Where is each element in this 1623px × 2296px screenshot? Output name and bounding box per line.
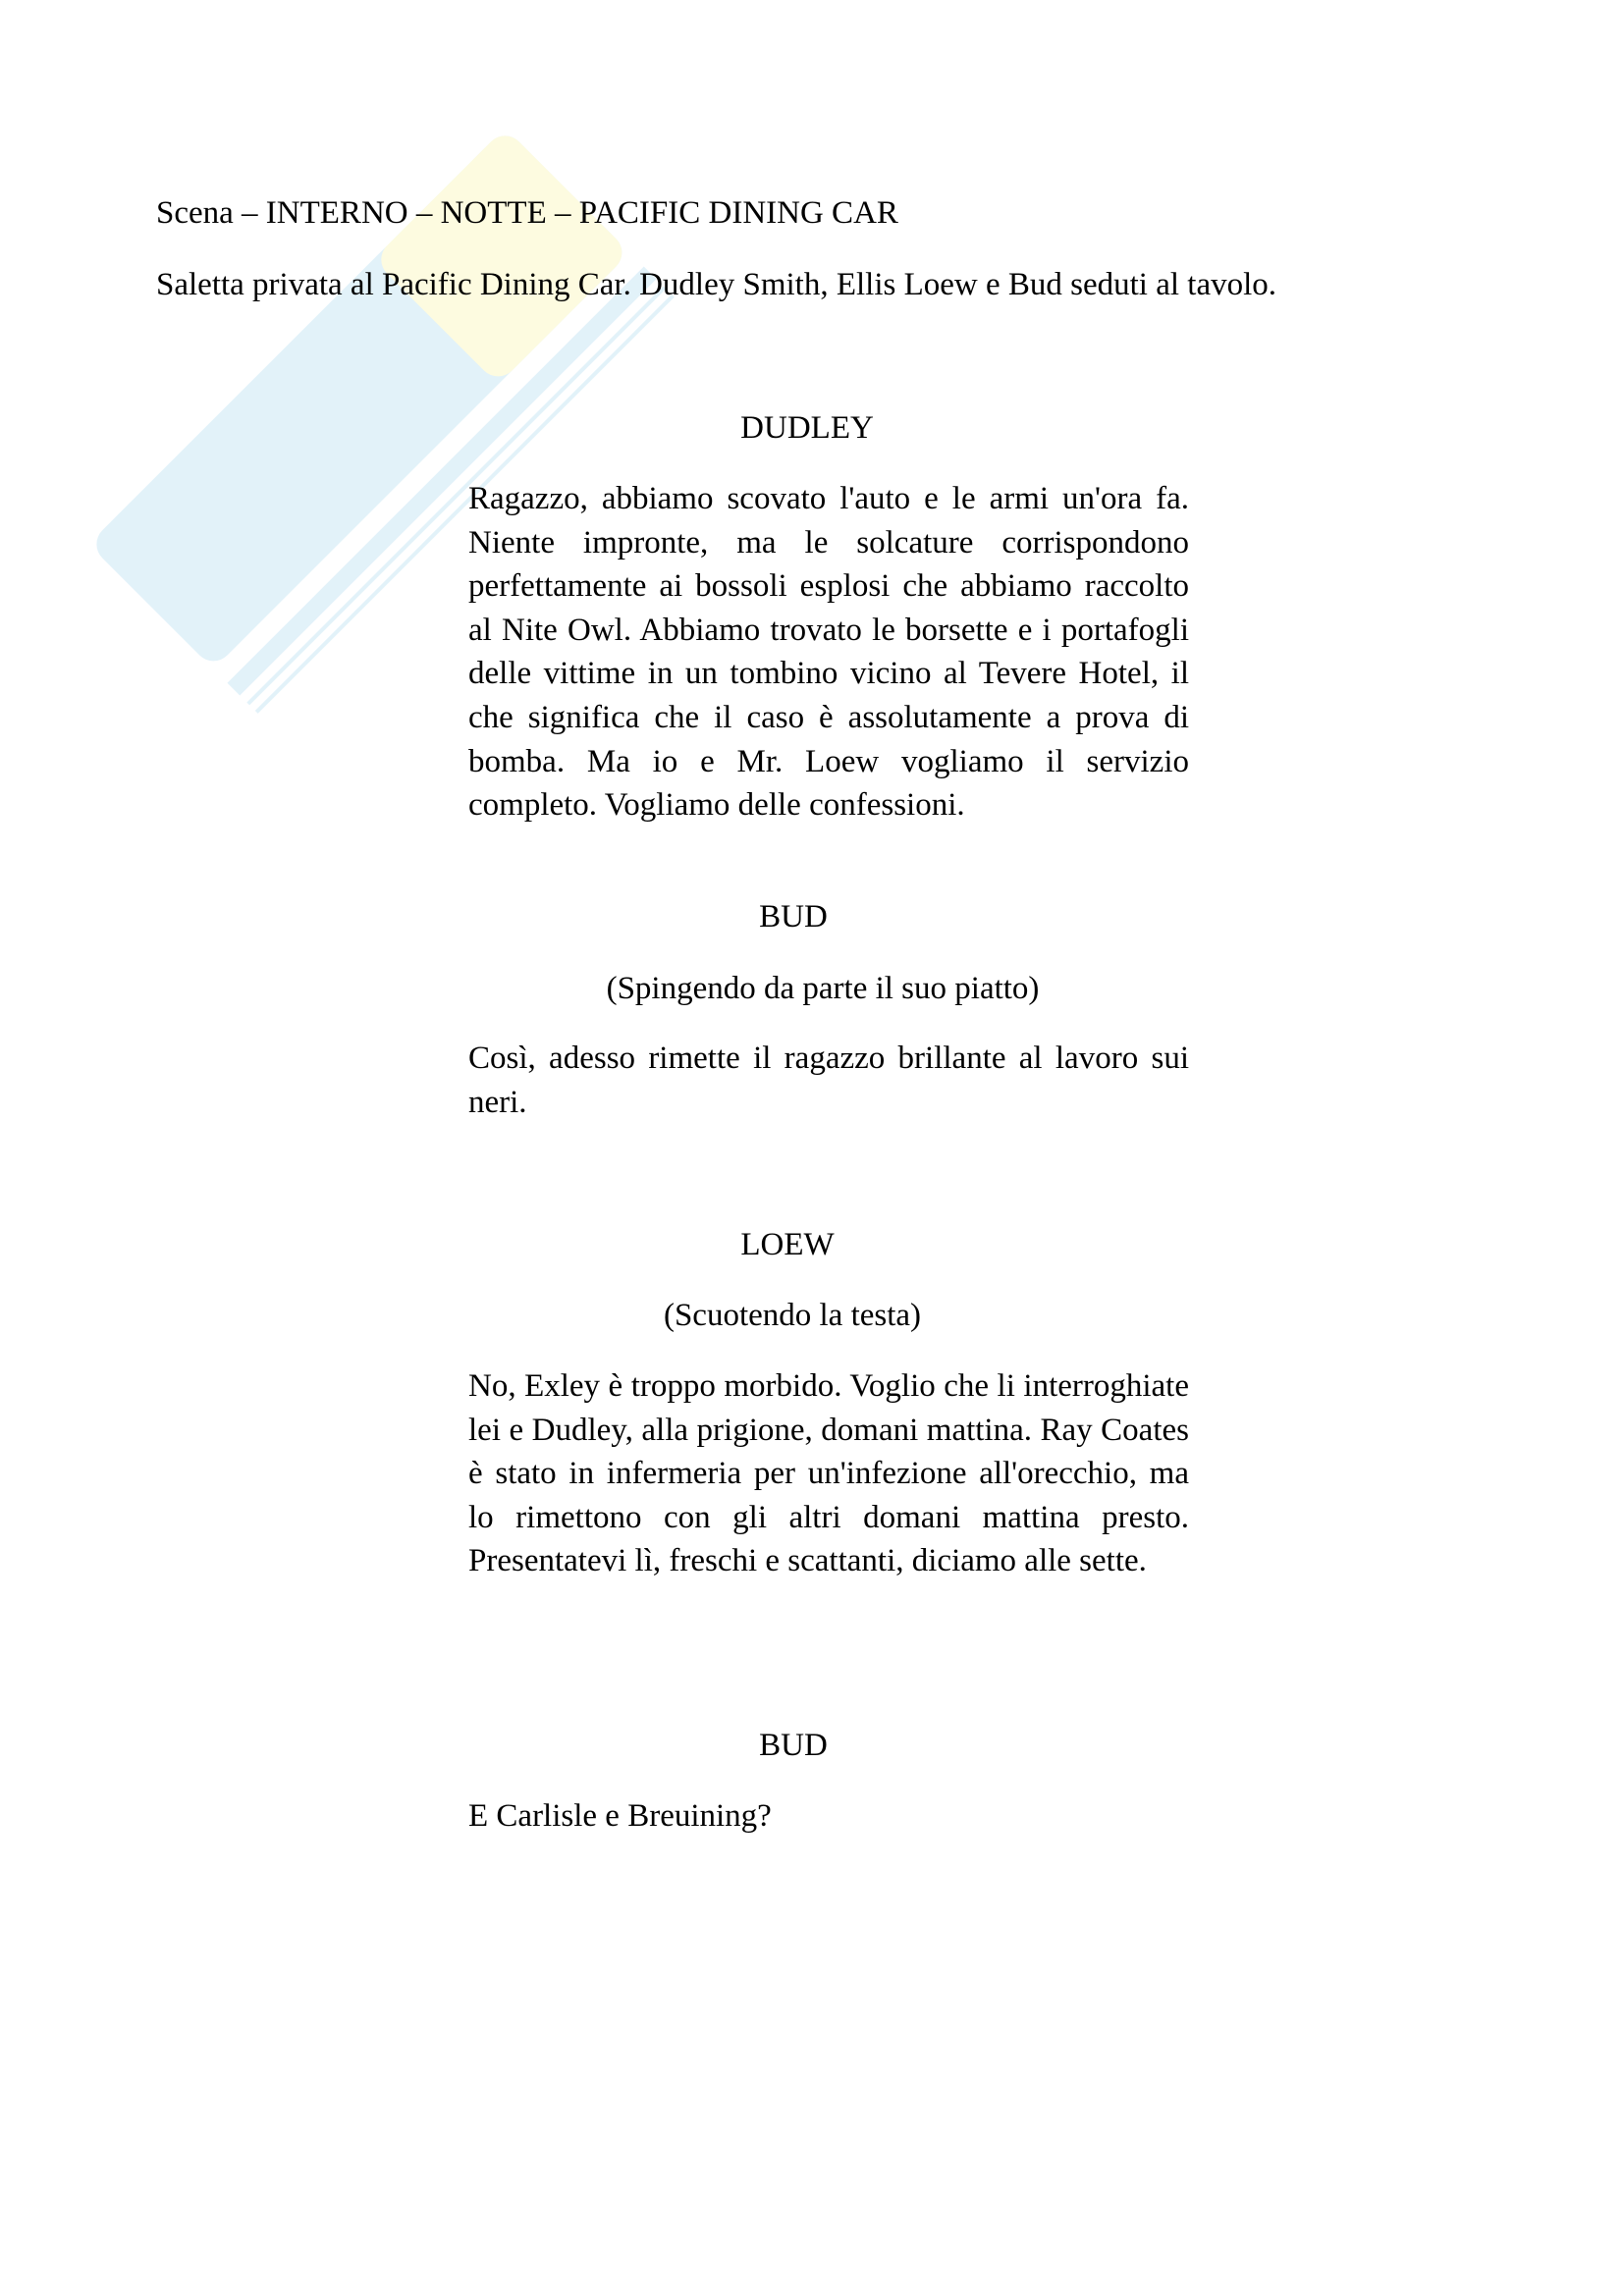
dialogue-bud-2 xyxy=(468,1794,1189,1839)
dialogue-bud xyxy=(468,1037,1189,1124)
dialogue-text: Così, adesso rimette il ragazzo brillante al lavoro sui neri. xyxy=(468,1041,1189,1120)
character-name-loew: LOEW xyxy=(740,1227,835,1262)
dialogue-text: E Carlisle e Breuining? xyxy=(468,1798,772,1834)
character-name-bud: BUD xyxy=(759,899,828,934)
scene-description: Saletta privata al Pacific Dining Car. Dudley Smith, Ellis Loew e Bud seduti al tavolo. xyxy=(156,267,1277,302)
scene-heading: Scena – INTERNO – NOTTE – PACIFIC DINING CAR xyxy=(156,195,898,231)
dialogue-text: Ragazzo, abbiamo scovato l'auto e le armi un'ora fa. Niente impronte, ma le solcature corrispondono perfettamente ai bossoli esplosi che abbiamo raccolto al Nite Owl. Abbiamo trovato le borsette e i portafogli delle vittime in un tombino vicino al Tevere Hotel, il che significa che il caso è assolutamente a prova di bomba. Ma io e Mr. Loew vogliamo il servizio completo. Vogliamo delle confessioni. xyxy=(468,481,1189,824)
character-name-bud-2: BUD xyxy=(759,1728,828,1763)
dialogue-text: No, Exley è troppo morbido. Voglio che li interroghiate lei e Dudley, alla prigione, domani mattina. Ray Coates è stato in infermeria per un'infezione all'orecchio, ma lo rimettono con gli altri domani mattina presto. Presentatevi lì, freschi e scattanti, diciamo alle sette. xyxy=(468,1368,1189,1579)
dialogue-loew xyxy=(468,1364,1189,1583)
parenthetical-loew: (Scuotendo la testa) xyxy=(663,1298,922,1333)
character-name-dudley: DUDLEY xyxy=(740,410,874,446)
parenthetical-bud: (Spingendo da parte il suo piatto) xyxy=(606,971,1040,1006)
dialogue-dudley xyxy=(468,477,1189,828)
